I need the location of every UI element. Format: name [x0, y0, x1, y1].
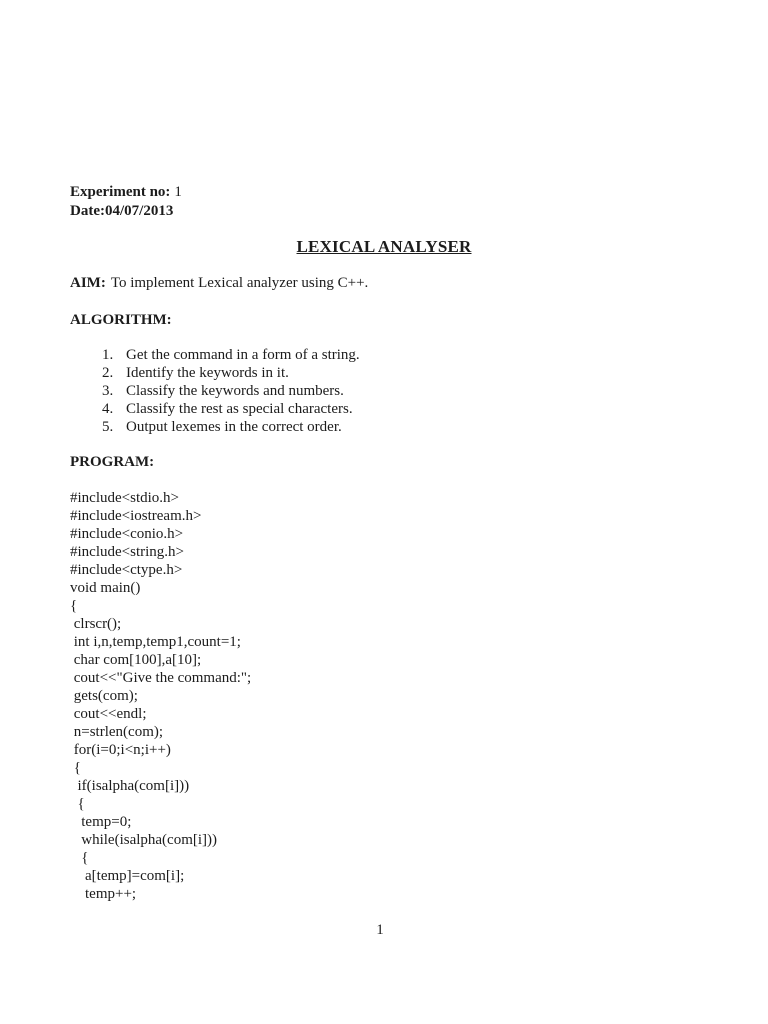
code-line: temp=0;: [70, 814, 132, 830]
code-line: temp++;: [70, 886, 137, 902]
code-line: char com[100],a[10];: [70, 652, 202, 668]
date-line: Date:04/07/2013: [70, 203, 174, 219]
experiment-number: 1: [174, 184, 182, 200]
code-line: #include<conio.h>: [70, 526, 184, 542]
code-line: void main(): [70, 580, 141, 596]
code-line: {: [70, 850, 89, 866]
code-line: {: [70, 760, 81, 776]
experiment-label: Experiment no:: [70, 184, 171, 200]
experiment-header: [70, 183, 182, 221]
code-line: a[temp]=com[i];: [70, 868, 185, 884]
list-item: 3. Classify the keywords and numbers.: [117, 382, 360, 400]
list-item: 2. Identify the keywords in it.: [117, 364, 360, 382]
aim-line: [70, 275, 368, 292]
page-title: LEXICAL ANALYSER: [296, 237, 472, 256]
aim-label: AIM:: [70, 275, 106, 291]
code-line: cout<<endl;: [70, 706, 147, 722]
code-line: #include<string.h>: [70, 544, 184, 560]
program-heading: PROGRAM:: [70, 454, 155, 470]
code-line: while(isalpha(com[i])): [70, 832, 218, 848]
program-code-block: [70, 489, 251, 903]
list-item: 1. Get the command in a form of a string.: [117, 346, 360, 364]
aim-text: To implement Lexical analyzer using C++.: [110, 275, 369, 291]
experiment-line: [70, 183, 182, 202]
title-wrap: [0, 237, 768, 257]
code-line: cout<<"Give the command:";: [70, 670, 252, 686]
list-item: 4. Classify the rest as special characters.: [117, 400, 360, 418]
code-line: int i,n,temp,temp1,count=1;: [70, 634, 241, 650]
list-item: 5. Output lexemes in the correct order.: [117, 418, 360, 436]
code-line: if(isalpha(com[i])): [70, 778, 190, 794]
code-line: {: [70, 796, 85, 812]
code-line: for(i=0;i<n;i++): [70, 742, 171, 758]
page-number: 1: [376, 922, 384, 938]
code-line: #include<iostream.h>: [70, 508, 202, 524]
algorithm-heading: ALGORITHM:: [70, 312, 172, 328]
code-line: gets(com);: [70, 688, 138, 704]
code-line: {: [70, 598, 78, 614]
code-line: n=strlen(com);: [70, 724, 164, 740]
code-line: #include<stdio.h>: [70, 490, 179, 506]
algorithm-steps-list: [70, 346, 360, 436]
code-line: clrscr();: [70, 616, 122, 632]
code-line: #include<ctype.h>: [70, 562, 183, 578]
